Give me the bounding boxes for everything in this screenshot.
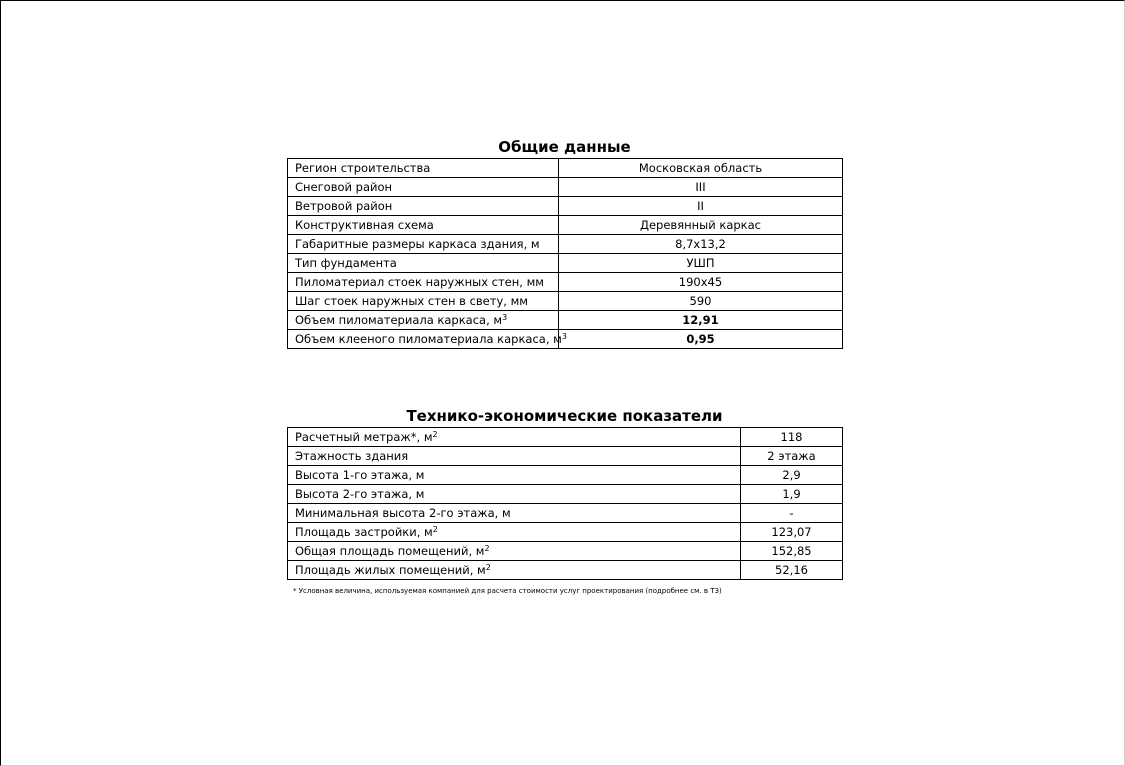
row-label	[288, 330, 567, 349]
unit-exponent: 2	[485, 563, 491, 572]
row-value: 8,7x13,2	[559, 235, 843, 254]
table-row	[288, 216, 843, 235]
row-label	[288, 311, 559, 330]
row-label-text: Этажность здания	[295, 449, 409, 463]
row-label-text: Высота 1-го этажа, м	[295, 468, 425, 482]
row-label	[288, 254, 559, 273]
row-label	[288, 485, 741, 504]
row-value: 12,91	[559, 311, 843, 330]
row-label	[288, 235, 559, 254]
row-label	[288, 523, 741, 542]
table-row	[288, 254, 843, 273]
table-row	[288, 523, 843, 542]
table-row	[288, 197, 843, 216]
table-row	[288, 178, 843, 197]
row-value: 123,07	[741, 523, 843, 542]
row-value: 0,95	[559, 330, 843, 349]
row-label	[288, 273, 559, 292]
row-label	[288, 159, 559, 178]
row-label-text: Ветровой район	[295, 199, 393, 213]
row-label-text: Высота 2-го этажа, м	[295, 487, 425, 501]
row-value: -	[741, 504, 843, 523]
unit-exponent: 3	[561, 332, 567, 341]
table-row	[288, 273, 843, 292]
row-label-text: Площадь застройки, м	[295, 525, 433, 539]
row-value: Московская область	[559, 159, 843, 178]
table-row	[288, 235, 843, 254]
table-row	[288, 330, 843, 349]
general-data-title: Общие данные	[498, 138, 631, 156]
tep-title: Технико-экономические показатели	[406, 407, 723, 425]
row-label	[288, 504, 741, 523]
row-label-text: Расчетный метраж*, м	[295, 430, 433, 444]
row-label	[288, 292, 559, 311]
table-row	[288, 159, 843, 178]
row-label-text: Площадь жилых помещений, м	[295, 563, 486, 577]
row-label	[288, 447, 741, 466]
row-label	[288, 197, 559, 216]
row-label-text: Шаг стоек наружных стен в свету, мм	[295, 294, 528, 308]
row-label-text: Тип фундамента	[295, 256, 397, 270]
table-row	[288, 428, 843, 447]
row-value: III	[559, 178, 843, 197]
row-label	[288, 542, 741, 561]
row-label	[288, 216, 559, 235]
table-row	[288, 561, 843, 580]
table-row	[288, 311, 843, 330]
row-value: 152,85	[741, 542, 843, 561]
unit-exponent: 2	[432, 430, 438, 439]
table-row	[288, 504, 843, 523]
row-label-text: Объем клееного пиломатериала каркаса, м	[295, 332, 562, 346]
table-row	[288, 447, 843, 466]
tep-table	[287, 427, 843, 580]
row-label-text: Объем пиломатериала каркаса, м	[295, 313, 503, 327]
row-label-text: Регион строительства	[295, 161, 431, 175]
row-label-text: Пиломатериал стоек наружных стен, мм	[295, 275, 544, 289]
row-label	[288, 466, 741, 485]
row-value: 118	[741, 428, 843, 447]
table-row	[288, 485, 843, 504]
row-value: 2 этажа	[741, 447, 843, 466]
row-value: II	[559, 197, 843, 216]
table-row	[288, 466, 843, 485]
unit-exponent: 2	[484, 544, 490, 553]
row-label	[288, 561, 741, 580]
row-label-text: Минимальная высота 2-го этажа, м	[295, 506, 511, 520]
table-row	[288, 542, 843, 561]
row-value: 190x45	[559, 273, 843, 292]
row-label	[288, 428, 741, 447]
row-value: 52,16	[741, 561, 843, 580]
row-value: 590	[559, 292, 843, 311]
row-label-text: Габаритные размеры каркаса здания, м	[295, 237, 540, 251]
row-label-text: Снеговой район	[295, 180, 393, 194]
row-label-text: Конструктивная схема	[295, 218, 434, 232]
row-label	[288, 178, 559, 197]
unit-exponent: 2	[432, 525, 438, 534]
unit-exponent: 3	[502, 313, 508, 322]
row-label-text: Общая площадь помещений, м	[295, 544, 485, 558]
row-value: 2,9	[741, 466, 843, 485]
table-row	[288, 292, 843, 311]
general-data-table	[287, 158, 843, 349]
tep-footnote: * Условная величина, используемая компанией для расчета стоимости услуг проектирования (подробнее см. в ТЗ)	[293, 587, 722, 595]
row-value: Деревянный каркас	[559, 216, 843, 235]
row-value: УШП	[559, 254, 843, 273]
row-value: 1,9	[741, 485, 843, 504]
